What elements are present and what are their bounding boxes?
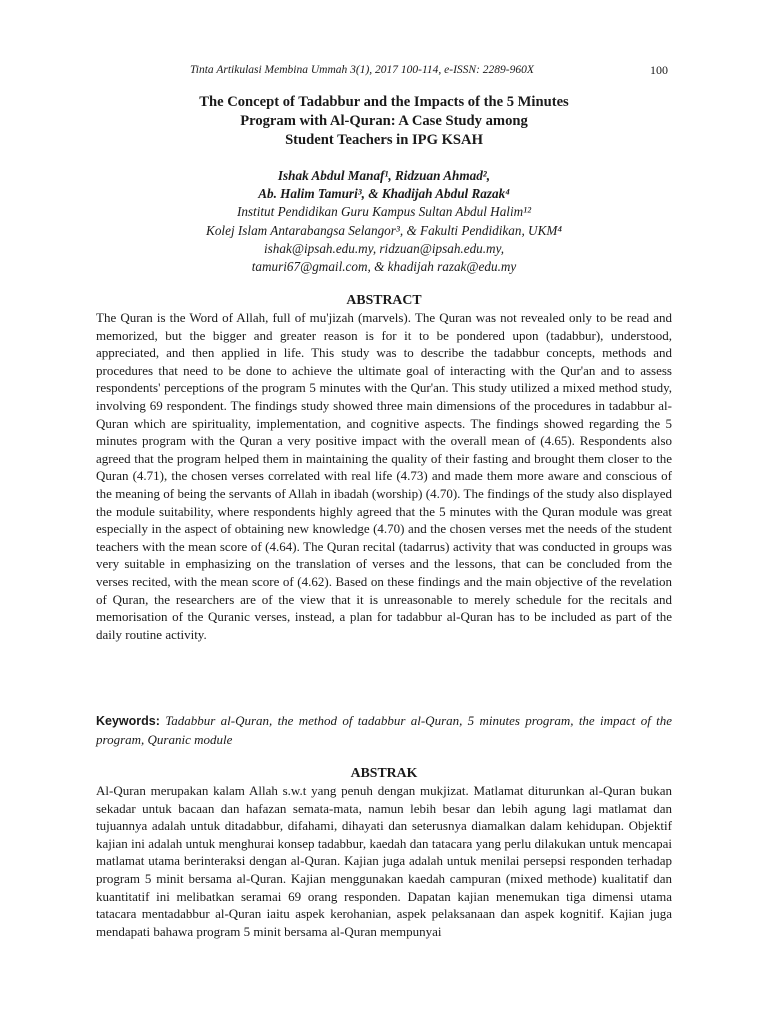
author-emails-1: ishak@ipsah.edu.my, ridzuan@ipsah.edu.my,: [263, 240, 504, 256]
page-number: 100: [650, 63, 668, 77]
author-block: [96, 167, 672, 276]
affiliation-2: Kolej Islam Antarabangsa Selangor³, & Fakulti Pendidikan, UKM⁴: [206, 222, 562, 238]
title-line-1: The Concept of Tadabbur and the Impacts of the 5 Minutes: [199, 94, 569, 110]
abstrak-paragraph: Al-Quran merupakan kalam Allah s.w.t yang penuh dengan mukjizat. Matlamat diturunkan al-Quran bukan sekadar untuk bacaan dan hafazan semata-mata, namun lebih besar dan lebih agung lagi matlamat dan tujuannya adalah untuk ditadabbur, difahami, dihayati dan seterusnya diamalkan dalam kehidupan. Objektif kajian ini adalah untuk menghurai konsep tadabbur, kaedah dan tatacara yang perlu dilakukan untuk mencapai matlamat utama berinteraksi dengan al-Quran. Kajian juga adalah untuk menilai persepsi responden terhadap program 5 minit bersama al-Quran. Kajian menggunakan kaedah campuran (mixed methode) kualitatif dan kuantitatif ini melibatkan seramai 69 orang responden. Dapatan kajian menemukan tiga dimensi utama tatacara mentadabbur al-Quran iaitu aspek kerohanian, aspek pelaksanaan dan aspek kognitif. Kajian juga mendapati bahawa program 5 minit bersama al-Quran mempunyai: [96, 783, 672, 939]
author-emails-2: tamuri67@gmail.com, & khadijah razak@edu.my: [251, 259, 517, 275]
paper-title: [96, 93, 672, 150]
affiliation-1: Institut Pendidikan Guru Kampus Sultan Abdul Halim¹²: [236, 204, 532, 220]
abstrak-body: [96, 782, 672, 940]
keywords-block: [96, 712, 672, 748]
abstract-heading: ABSTRACT: [346, 292, 422, 307]
running-header: Tinta Artikulasi Membina Ummah 3(1), 2017 100-114, e-ISSN: 2289-960X: [190, 64, 534, 76]
author-names-1: Ishak Abdul Manaf¹, Ridzuan Ahmad²,: [277, 168, 491, 183]
abstract-body: [96, 309, 672, 643]
keywords-label: Keywords:: [96, 714, 160, 728]
title-line-2: Program with Al-Quran: A Case Study among: [240, 113, 528, 129]
author-names-2: Ab. Halim Tamuri³, & Khadijah Abdul Razak⁴: [258, 186, 510, 202]
abstract-paragraph: The Quran is the Word of Allah, full of mu'jizah (marvels). The Quran was not revealed only to be read and memorized, but the bigger and greater reason is for it to be pondered upon (tadabbur), understood, appreciated, and then applied in life. This study was to describe the tadabbur concepts, methods and procedures that need to be done to achieve the ultimate goal of interacting with the Qur'an and to assess respondents' perceptions of the program 5 minutes with the Qur'an. This study utilized a mixed method study, involving 69 respondent. The findings study showed three main dimensions of the procedures in tadabbur al-Quran which are spirituality, implementation, and cognitive aspects. The findings showed regarding the 5 minutes program with the Quran a very positive impact with the overall mean of (4.65). Respondents also agreed that the program helped them in maintaining the quality of their fasting and brought them closer to the Quran (4.71), the chosen verses correlated with real life (4.73) and made them more aware and conscious of the meaning of being the servants of Allah in ibadah (worship) (4.70). The findings of the study also displayed the module suitability, where respondents highly agreed that the 5 minutes with the Quran module was great especially in the aspect of obtaining new knowledge (4.70) and the chosen verses met the needs of the student teachers with the mean score of (4.64). The Quran recital (tadarrus) activity that was conducted in groups was very suitable in emphasizing on the translation of verses and the lessons, that can be concluded from the verses recited, with the mean score of (4.62). Based on these findings and the main objective of the revelation of Quran, the researchers are of the view that it is unreasonable to merely schedule for the recitals and memorisation of the Quranic verses, instead, a plan for tadabbur al-Quran has to be included as part of the daily routine activity.: [96, 310, 672, 642]
title-line-3: Student Teachers in IPG KSAH: [285, 132, 483, 148]
abstrak-heading: ABSTRAK: [350, 765, 418, 780]
keywords-text: Tadabbur al-Quran, the method of tadabbur al-Quran, 5 minutes program, the impact of the program, Quranic module: [96, 713, 673, 747]
